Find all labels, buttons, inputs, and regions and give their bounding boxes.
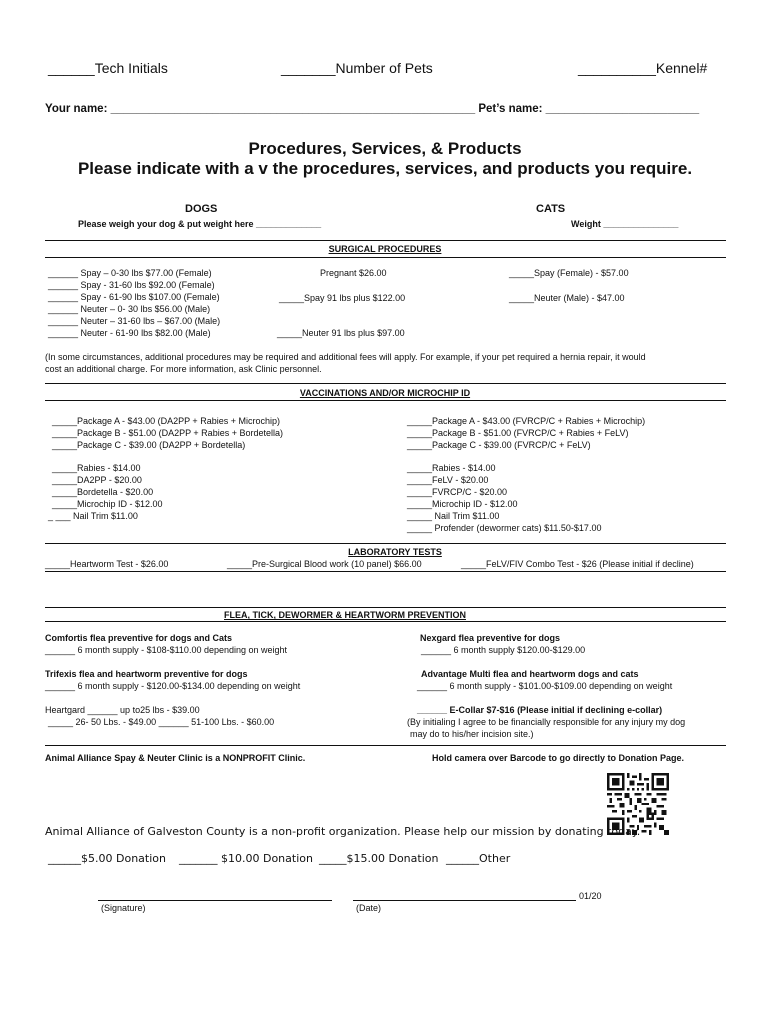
form-version: 01/20 — [579, 891, 602, 901]
number-of-pets-field[interactable]: _______Number of Pets — [281, 60, 433, 76]
surgical-note: cost an additional charge. For more information, ask Clinic personnel. — [45, 364, 322, 374]
dog-surgical-item[interactable]: ______ Spay - 31-60 lbs $92.00 (Female) — [48, 280, 215, 290]
dog-surgical-item[interactable]: ______ Neuter – 0- 30 lbs $56.00 (Male) — [48, 304, 211, 314]
donation-other-option[interactable]: ______Other — [446, 852, 511, 865]
dog-surgical-item[interactable]: ______ Neuter – 31-60 lbs – $67.00 (Male) — [48, 316, 221, 326]
ecollar-note: (By initialing I agree to be financially responsible for any injury my dog — [407, 717, 686, 727]
page-title: Procedures, Services, & Products — [248, 139, 522, 158]
advantage-option[interactable]: ______ 6 month supply - $101.00-$109.00 depending on weight — [417, 681, 673, 691]
cat-vaccine-item[interactable]: _____Rabies - $14.00 — [407, 463, 496, 473]
advantage-title: Advantage Multi flea and heartworm dogs and cats — [421, 669, 639, 679]
cat-vaccine-package[interactable]: _____Package B - $51.00 (FVRCP/C + Rabies + FeLV) — [407, 428, 629, 438]
cat-weight-field[interactable]: Weight _______________ — [571, 219, 679, 229]
presurgical-blood-option[interactable]: _____Pre-Surgical Blood work (10 panel) $66.00 — [227, 559, 422, 569]
laboratory-heading: LABORATORY TESTS — [348, 547, 442, 557]
cat-vaccine-item[interactable]: _____ Nail Trim $11.00 — [407, 511, 500, 521]
dog-vaccine-item[interactable]: _____Microchip ID - $12.00 — [52, 499, 163, 509]
heartgard-option[interactable]: Heartgard ______ up to25 lbs - $39.00 — [45, 705, 200, 715]
trifexis-option[interactable]: ______ 6 month supply - $120.00-$134.00 depending on weight — [45, 681, 301, 691]
cat-neuter-option[interactable]: _____Neuter (Male) - $47.00 — [509, 293, 625, 303]
heartworm-test-option[interactable]: _____Heartworm Test - $26.00 — [45, 559, 169, 569]
ecollar-note: may do to his/her incision site.) — [410, 729, 534, 739]
dog-surgical-item[interactable]: ______ Neuter - 61-90 lbs $82.00 (Male) — [48, 328, 211, 338]
dog-vaccine-item[interactable]: _ ___ Nail Trim $11.00 — [48, 511, 138, 521]
donation-appeal: Animal Alliance of Galveston County is a non-profit organization. Please help our mission by donating today. — [45, 825, 641, 838]
dog-vaccine-item[interactable]: _____Rabies - $14.00 — [52, 463, 141, 473]
divider — [45, 543, 726, 544]
dog-vaccine-package[interactable]: _____Package B - $51.00 (DA2PP + Rabies + Bordetella) — [52, 428, 283, 438]
dog-vaccine-item[interactable]: _____Bordetella - $20.00 — [52, 487, 154, 497]
divider — [45, 400, 726, 401]
nexgard-option[interactable]: ______ 6 month supply $120.00-$129.00 — [421, 645, 586, 655]
comfortis-title: Comfortis flea preventive for dogs and Cats — [45, 633, 233, 643]
donation-10-option[interactable]: _______ $10.00 Donation — [179, 852, 313, 865]
cat-vaccine-item[interactable]: _____Microchip ID - $12.00 — [407, 499, 518, 509]
divider — [45, 621, 726, 622]
date-line[interactable] — [353, 900, 576, 901]
barcode-note: Hold camera over Barcode to go directly to Donation Page. — [432, 753, 685, 763]
date-label: (Date) — [356, 903, 382, 913]
spay-91-option[interactable]: _____Spay 91 lbs plus $122.00 — [279, 293, 406, 303]
trifexis-title: Trifexis flea and heartworm preventive for dogs — [45, 669, 248, 679]
comfortis-option[interactable]: ______ 6 month supply - $108-$110.00 depending on weight — [45, 645, 288, 655]
cats-heading: CATS — [536, 203, 566, 215]
cat-spay-option[interactable]: _____Spay (Female) - $57.00 — [509, 268, 629, 278]
cat-vaccine-package[interactable]: _____Package C - $39.00 (FVRCP/C + FeLV) — [407, 440, 591, 450]
vaccinations-heading: VACCINATIONS AND/OR MICROCHIP ID — [299, 388, 471, 398]
signature-line[interactable] — [98, 900, 332, 901]
surgical-heading: SURGICAL PROCEDURES — [328, 244, 442, 254]
felv-fiv-option[interactable]: _____FeLV/FIV Combo Test - $26 (Please initial if decline) — [461, 559, 694, 569]
dog-vaccine-package[interactable]: _____Package A - $43.00 (DA2PP + Rabies + Microchip) — [52, 416, 280, 426]
dog-vaccine-item[interactable]: _____DA2PP - $20.00 — [52, 475, 142, 485]
dog-surgical-item[interactable]: ______ Spay - 61-90 lbs $107.00 (Female) — [48, 292, 220, 302]
divider — [45, 607, 726, 608]
nonprofit-note: Animal Alliance Spay & Neuter Clinic is a NONPROFIT Clinic. — [45, 753, 306, 763]
cat-vaccine-item[interactable]: _____ Profender (dewormer cats) $11.50-$17.00 — [407, 523, 602, 533]
surgical-note: (In some circumstances, additional procedures may be required and additional fees will apply. For example, if your pet required a hernia repair, it would — [45, 352, 646, 362]
signature-label: (Signature) — [101, 903, 146, 913]
pregnant-option[interactable]: Pregnant $26.00 — [320, 268, 387, 278]
tech-initials-field[interactable]: ______Tech Initials — [48, 60, 168, 76]
divider — [45, 571, 726, 572]
donation-15-option[interactable]: _____$15.00 Donation — [319, 852, 439, 865]
divider — [45, 383, 726, 384]
cat-vaccine-package[interactable]: _____Package A - $43.00 (FVRCP/C + Rabies + Microchip) — [407, 416, 646, 426]
dog-surgical-item[interactable]: ______ Spay – 0-30 lbs $77.00 (Female) — [48, 268, 212, 278]
ecollar-option[interactable]: ______ E-Collar $7-$16 (Please initial if declining e-collar) — [417, 705, 663, 715]
kennel-field[interactable]: __________Kennel# — [578, 60, 708, 76]
dog-weight-field[interactable]: Please weigh your dog & put weight here _____________ — [78, 219, 322, 229]
owner-and-pet-name-line[interactable]: Your name: _________________________________________________________ Pet’s name: ________________________ — [45, 103, 700, 115]
cat-vaccine-item[interactable]: _____FVRCP/C - $20.00 — [407, 487, 508, 497]
dog-vaccine-package[interactable]: _____Package C - $39.00 (DA2PP + Bordetella) — [52, 440, 246, 450]
nexgard-title: Nexgard flea preventive for dogs — [420, 633, 561, 643]
divider — [45, 257, 726, 258]
donation-5-option[interactable]: ______$5.00 Donation — [48, 852, 166, 865]
cat-vaccine-item[interactable]: _____FeLV - $20.00 — [407, 475, 489, 485]
divider — [45, 745, 726, 746]
heartgard-weight-options[interactable]: _____ 26- 50 Lbs. - $49.00 ______ 51-100 Lbs. - $60.00 — [48, 717, 275, 727]
flea-tick-heading: FLEA, TICK, DEWORMER & HEARTWORM PREVENTION — [224, 610, 466, 620]
divider — [45, 240, 726, 241]
dogs-heading: DOGS — [185, 203, 218, 215]
neuter-91-option[interactable]: _____Neuter 91 lbs plus $97.00 — [277, 328, 405, 338]
page-subtitle: Please indicate with a v the procedures, services, and products you require. — [77, 159, 693, 178]
